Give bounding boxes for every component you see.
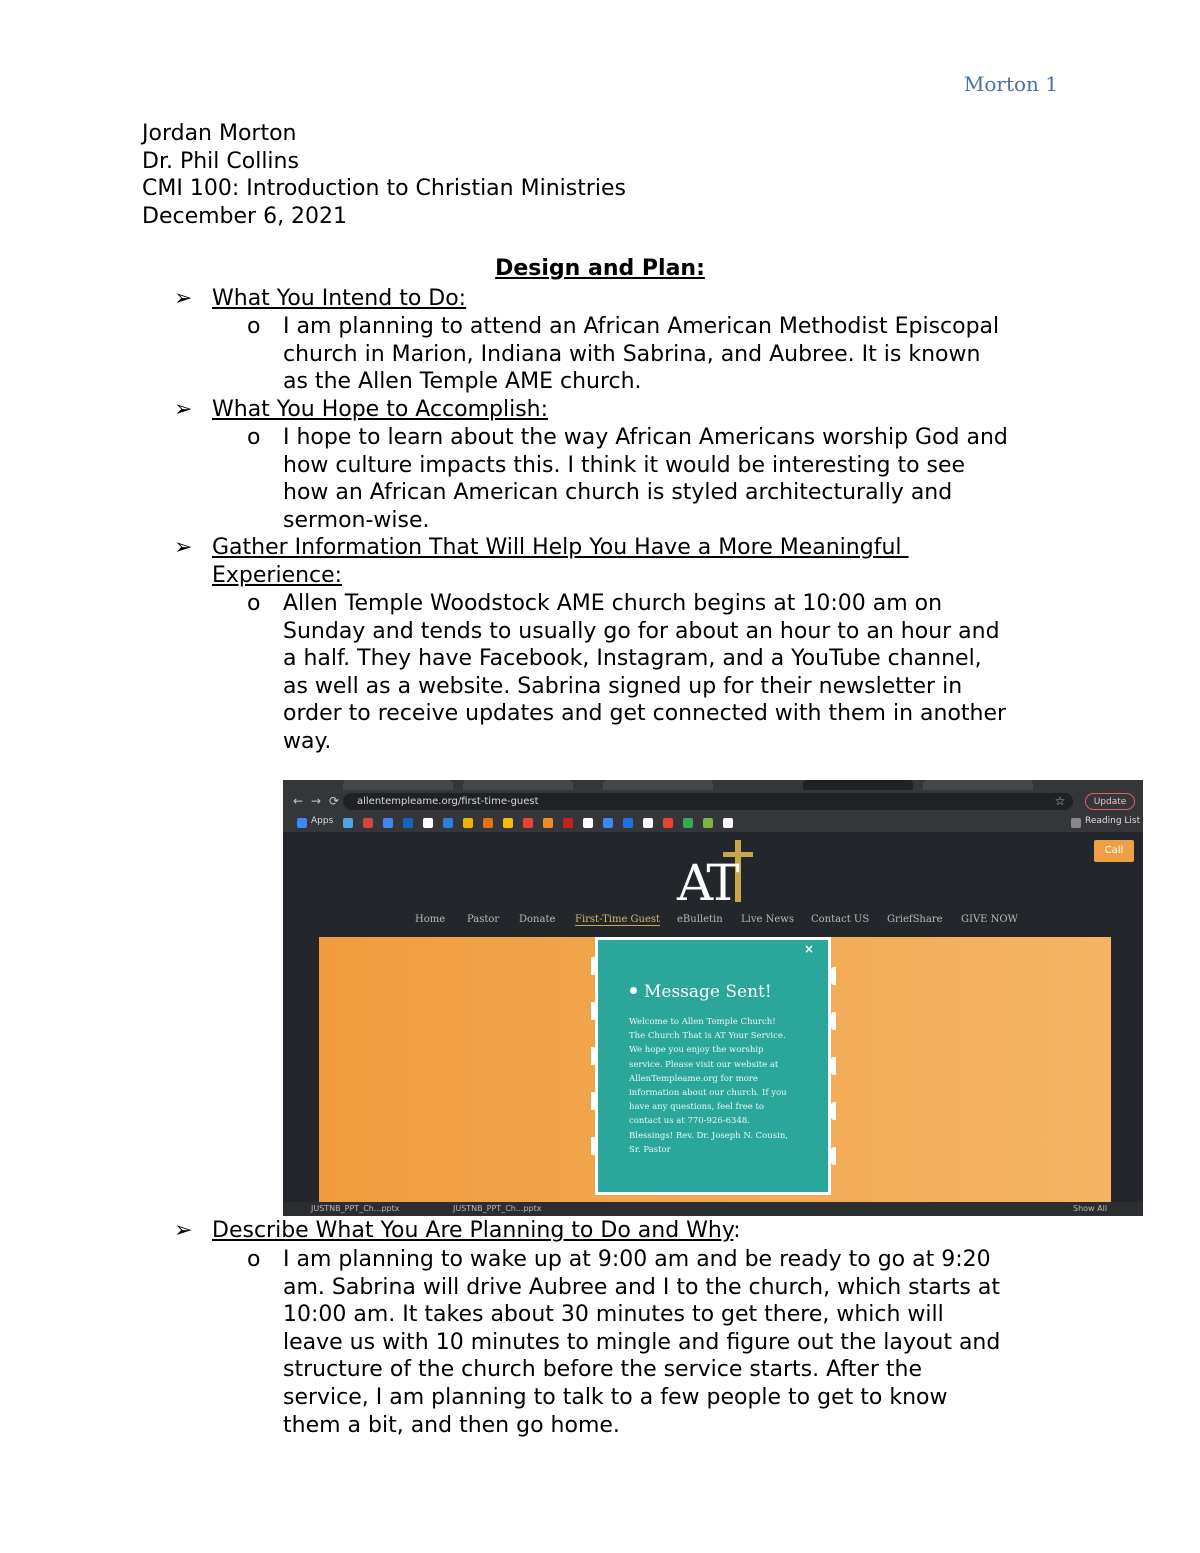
browser-tab[interactable] bbox=[923, 780, 1033, 790]
modal-line: Blessings! Rev. Dr. Joseph N. Cousin, bbox=[629, 1130, 788, 1141]
body-line: am. Sabrina will drive Aubree and I to the church, which starts at bbox=[283, 1274, 1000, 1300]
section-heading-describe bbox=[212, 1217, 741, 1245]
body-line: how an African American church is styled architecturally and bbox=[283, 480, 953, 506]
form-field-edge bbox=[831, 1102, 836, 1120]
download-item[interactable]: JUSTNB_PPT_Ch...pptx bbox=[311, 1204, 400, 1213]
check-icon bbox=[630, 987, 637, 994]
document-title: Design and Plan: bbox=[495, 256, 705, 281]
body-line: church in Marion, Indiana with Sabrina, and Aubree. It is known bbox=[283, 341, 981, 367]
website-screenshot bbox=[283, 780, 1143, 1216]
bookmark-icon[interactable] bbox=[603, 818, 613, 828]
nav-live-news[interactable]: Live News bbox=[741, 914, 794, 925]
apps-label[interactable]: Apps bbox=[311, 816, 334, 826]
bookmark-icon[interactable] bbox=[723, 818, 733, 828]
section-heading-accomplish: What You Hope to Accomplish: bbox=[212, 397, 549, 422]
nav-ebulletin[interactable]: eBulletin bbox=[677, 914, 723, 925]
reading-list-label[interactable]: Reading List bbox=[1085, 816, 1141, 826]
modal-line: AllenTempleame.org for more bbox=[629, 1073, 758, 1084]
circle-bullet-icon: o bbox=[247, 425, 261, 450]
bookmark-icon[interactable] bbox=[483, 818, 493, 828]
body-line: 10:00 am. It takes about 30 minutes to get there, which will bbox=[283, 1302, 944, 1328]
body-line: sermon-wise. bbox=[283, 507, 430, 533]
message-sent-modal bbox=[595, 937, 831, 1195]
modal-line: service. Please visit our website at bbox=[629, 1059, 779, 1070]
modal-line: contact us at 770-926-6348. bbox=[629, 1116, 750, 1127]
bookmark-icon[interactable] bbox=[623, 818, 633, 828]
nav-first-time-guest[interactable]: First-Time Guest bbox=[575, 914, 661, 925]
modal-line: have any questions, feel free to bbox=[629, 1102, 765, 1113]
body-line: way. bbox=[283, 728, 332, 754]
nav-griefshare[interactable]: GriefShare bbox=[887, 914, 943, 925]
bookmarks-bar bbox=[283, 814, 1143, 832]
section-body-gather bbox=[283, 590, 1073, 756]
body-line: them a bit, and then go home. bbox=[283, 1412, 620, 1438]
circle-bullet-icon: o bbox=[247, 1247, 261, 1272]
page-number-header: Morton 1 bbox=[963, 72, 1058, 96]
bookmark-icon[interactable] bbox=[443, 818, 453, 828]
modal-line: information about our church. If you bbox=[629, 1088, 787, 1099]
body-line: how culture impacts this. I think it would be interesting to see bbox=[283, 452, 966, 478]
bookmark-icon[interactable] bbox=[503, 818, 513, 828]
body-line: Sunday and tends to usually go for about an hour to an hour and bbox=[283, 618, 1000, 644]
body-line: I am planning to attend an African American Methodist Episcopal bbox=[283, 314, 1000, 339]
reading-list-icon[interactable] bbox=[1071, 818, 1081, 828]
forward-icon[interactable]: → bbox=[310, 794, 322, 808]
back-icon[interactable]: ← bbox=[292, 794, 304, 808]
church-website bbox=[283, 832, 1143, 1202]
modal-line: We hope you enjoy the worship bbox=[629, 1045, 764, 1056]
bookmark-icon[interactable] bbox=[423, 818, 433, 828]
course-name: CMI 100: Introduction to Christian Ministries bbox=[142, 176, 626, 201]
address-bar[interactable] bbox=[343, 793, 1073, 810]
star-icon[interactable]: ☆ bbox=[1054, 794, 1066, 808]
body-line: Allen Temple Woodstock AME church begins at 10:00 am on bbox=[283, 591, 943, 616]
bookmark-icon[interactable] bbox=[563, 818, 573, 828]
browser-tab-strip bbox=[283, 780, 1143, 790]
body-line: leave us with 10 minutes to mingle and figure out the layout and bbox=[283, 1329, 1001, 1355]
bookmark-icon[interactable] bbox=[523, 818, 533, 828]
modal-line: The Church That is AT Your Service. bbox=[629, 1031, 786, 1042]
bookmark-icon[interactable] bbox=[683, 818, 693, 828]
call-button[interactable]: Call bbox=[1094, 840, 1134, 862]
nav-give-now[interactable]: GIVE NOW bbox=[961, 914, 1018, 925]
form-field-edge bbox=[831, 1012, 836, 1030]
modal-line: Sr. Pastor bbox=[629, 1144, 671, 1155]
nav-donate[interactable]: Donate bbox=[519, 914, 556, 925]
author-name: Jordan Morton bbox=[142, 121, 297, 146]
bookmark-icon[interactable] bbox=[543, 818, 553, 828]
browser-tab[interactable] bbox=[603, 780, 713, 790]
section-heading-gather bbox=[212, 534, 909, 590]
bookmark-icon[interactable] bbox=[403, 818, 413, 828]
section-heading-line: Gather Information That Will Help You Have a More Meaningful bbox=[212, 535, 909, 560]
site-navigation bbox=[415, 914, 1018, 930]
nav-contact-us[interactable]: Contact US bbox=[811, 914, 870, 925]
bookmark-icon[interactable] bbox=[383, 818, 393, 828]
body-line: structure of the church before the service starts. After the bbox=[283, 1357, 923, 1383]
apps-icon[interactable] bbox=[297, 818, 307, 828]
bookmark-icon[interactable] bbox=[703, 818, 713, 828]
circle-bullet-icon: o bbox=[247, 314, 261, 339]
section-heading-text: Describe What You Are Planning to Do and Why bbox=[212, 1218, 734, 1243]
section-body-intend bbox=[283, 313, 1073, 396]
modal-title: Message Sent! bbox=[644, 982, 772, 1002]
arrow-bullet-icon: ➢ bbox=[174, 286, 193, 311]
body-line: as the Allen Temple AME church. bbox=[283, 369, 642, 395]
show-all-button[interactable]: Show All bbox=[1073, 1204, 1108, 1213]
browser-tab[interactable] bbox=[463, 780, 573, 790]
browser-tab-active[interactable] bbox=[803, 780, 913, 790]
form-field-edge bbox=[831, 967, 836, 985]
circle-bullet-icon: o bbox=[247, 591, 261, 616]
body-line: a half. They have Facebook, Instagram, and a YouTube channel, bbox=[283, 646, 982, 672]
bookmark-icon[interactable] bbox=[463, 818, 473, 828]
nav-home[interactable]: Home bbox=[415, 914, 446, 925]
church-logo[interactable]: AT bbox=[677, 854, 736, 912]
download-bar bbox=[283, 1202, 1143, 1216]
arrow-bullet-icon: ➢ bbox=[174, 397, 193, 422]
form-field-edge bbox=[831, 1057, 836, 1075]
body-line: service, I am planning to talk to a few people to get to know bbox=[283, 1384, 948, 1410]
bookmark-icon[interactable] bbox=[643, 818, 653, 828]
close-icon[interactable]: × bbox=[803, 942, 814, 956]
bookmark-icon[interactable] bbox=[663, 818, 673, 828]
arrow-bullet-icon: ➢ bbox=[174, 1218, 193, 1243]
heading-block bbox=[142, 120, 626, 230]
reload-icon[interactable]: ⟳ bbox=[328, 794, 340, 808]
instructor-name: Dr. Phil Collins bbox=[142, 148, 299, 174]
download-item[interactable]: JUSTNB_PPT_Ch...pptx bbox=[453, 1204, 542, 1213]
body-line: order to receive updates and get connected with them in another bbox=[283, 701, 1007, 727]
section-body-describe bbox=[283, 1246, 1073, 1439]
section-body-accomplish bbox=[283, 424, 1073, 534]
section-heading-intend: What You Intend to Do: bbox=[212, 286, 467, 311]
browser-tab[interactable] bbox=[343, 780, 453, 790]
bookmark-icon[interactable] bbox=[583, 818, 593, 828]
body-line: as well as a website. Sabrina signed up for their newsletter in bbox=[283, 673, 963, 699]
form-field-edge bbox=[831, 1147, 836, 1165]
browser-toolbar bbox=[283, 790, 1143, 814]
modal-body bbox=[629, 1015, 809, 1157]
section-heading-colon: : bbox=[733, 1218, 741, 1243]
document-date: December 6, 2021 bbox=[142, 203, 348, 229]
gmail-icon[interactable] bbox=[363, 818, 373, 828]
bookmark-icon[interactable] bbox=[343, 818, 353, 828]
body-line: I hope to learn about the way African Americans worship God and bbox=[283, 425, 1008, 450]
update-button[interactable]: Update bbox=[1085, 793, 1135, 810]
modal-line: Welcome to Allen Temple Church! bbox=[629, 1017, 776, 1027]
arrow-bullet-icon: ➢ bbox=[174, 535, 193, 560]
body-line: I am planning to wake up at 9:00 am and be ready to go at 9:20 bbox=[283, 1247, 991, 1272]
section-heading-line: Experience: bbox=[212, 563, 343, 588]
address-bar-url: allentempleame.org/first-time-guest bbox=[357, 796, 539, 807]
nav-pastor[interactable]: Pastor bbox=[467, 914, 500, 925]
